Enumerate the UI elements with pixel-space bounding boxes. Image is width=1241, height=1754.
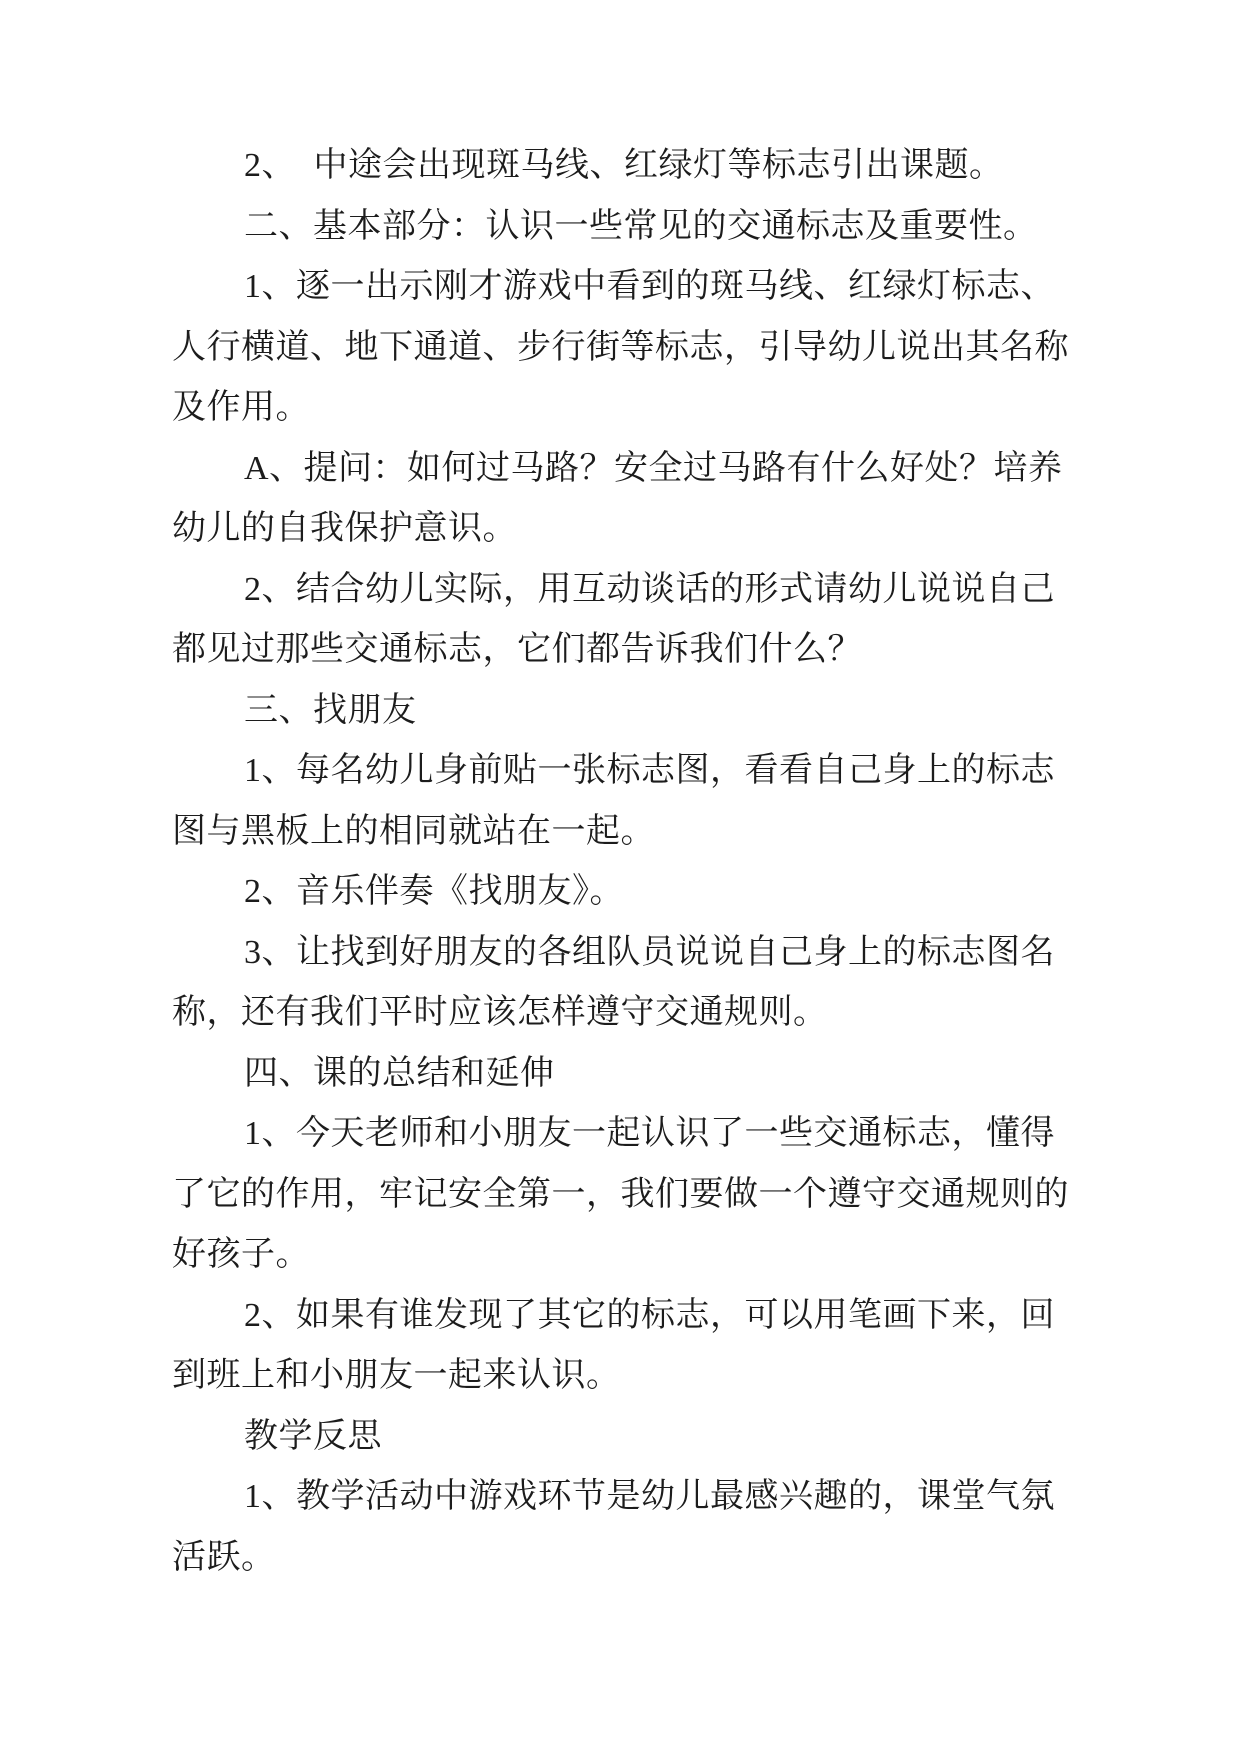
text-line: 都见过那些交通标志，它们都告诉我们什么？	[172, 631, 862, 668]
document-body	[172, 136, 1072, 1588]
text-line: 3、让找到好朋友的各组队员说说自己身上的标志图名	[244, 933, 1055, 971]
text-line: 教学反思	[244, 1417, 382, 1455]
text-line: 到班上和小朋友一起来认识。	[172, 1357, 621, 1394]
text-line: 了它的作用，牢记安全第一，我们要做一个遵守交通规则的	[172, 1175, 1069, 1213]
text-line: 2、 中途会出现斑马线、红绿灯等标志引出课题。	[244, 147, 1004, 184]
text-line: 图与黑板上的相同就站在一起。	[172, 812, 655, 850]
text-line: 2、结合幼儿实际，用互动谈话的形式请幼儿说说自己	[244, 570, 1055, 608]
text-line: 好孩子。	[172, 1236, 310, 1273]
text-line: 四、课的总结和延伸	[244, 1054, 555, 1092]
text-line: 二、基本部分：认识一些常见的交通标志及重要性。	[244, 207, 1038, 245]
text-line: 及作用。	[172, 389, 310, 426]
text-line: 三、找朋友	[244, 691, 417, 729]
text-line: 2、音乐伴奏《找朋友》。	[244, 873, 624, 910]
text-line: 1、今天老师和小朋友一起认识了一些交通标志，懂得	[244, 1115, 1055, 1152]
text-line: 1、逐一出示刚才游戏中看到的斑马线、红绿灯标志、	[244, 268, 1055, 305]
text-line: 称，还有我们平时应该怎样遵守交通规则。	[172, 994, 828, 1031]
text-line: 2、如果有谁发现了其它的标志，可以用笔画下来，回	[244, 1296, 1055, 1334]
text-line: 1、每名幼儿身前贴一张标志图，看看自己身上的标志	[244, 752, 1055, 789]
text-line: 活跃。	[172, 1538, 276, 1576]
text-line: 人行横道、地下通道、步行街等标志，引导幼儿说出其名称	[172, 328, 1069, 366]
text-line: 幼儿的自我保护意识。	[172, 510, 517, 547]
text-line: 1、教学活动中游戏环节是幼儿最感兴趣的，课堂气氛	[244, 1478, 1055, 1515]
text-line: A、提问：如何过马路？安全过马路有什么好处？培养	[244, 449, 1063, 487]
